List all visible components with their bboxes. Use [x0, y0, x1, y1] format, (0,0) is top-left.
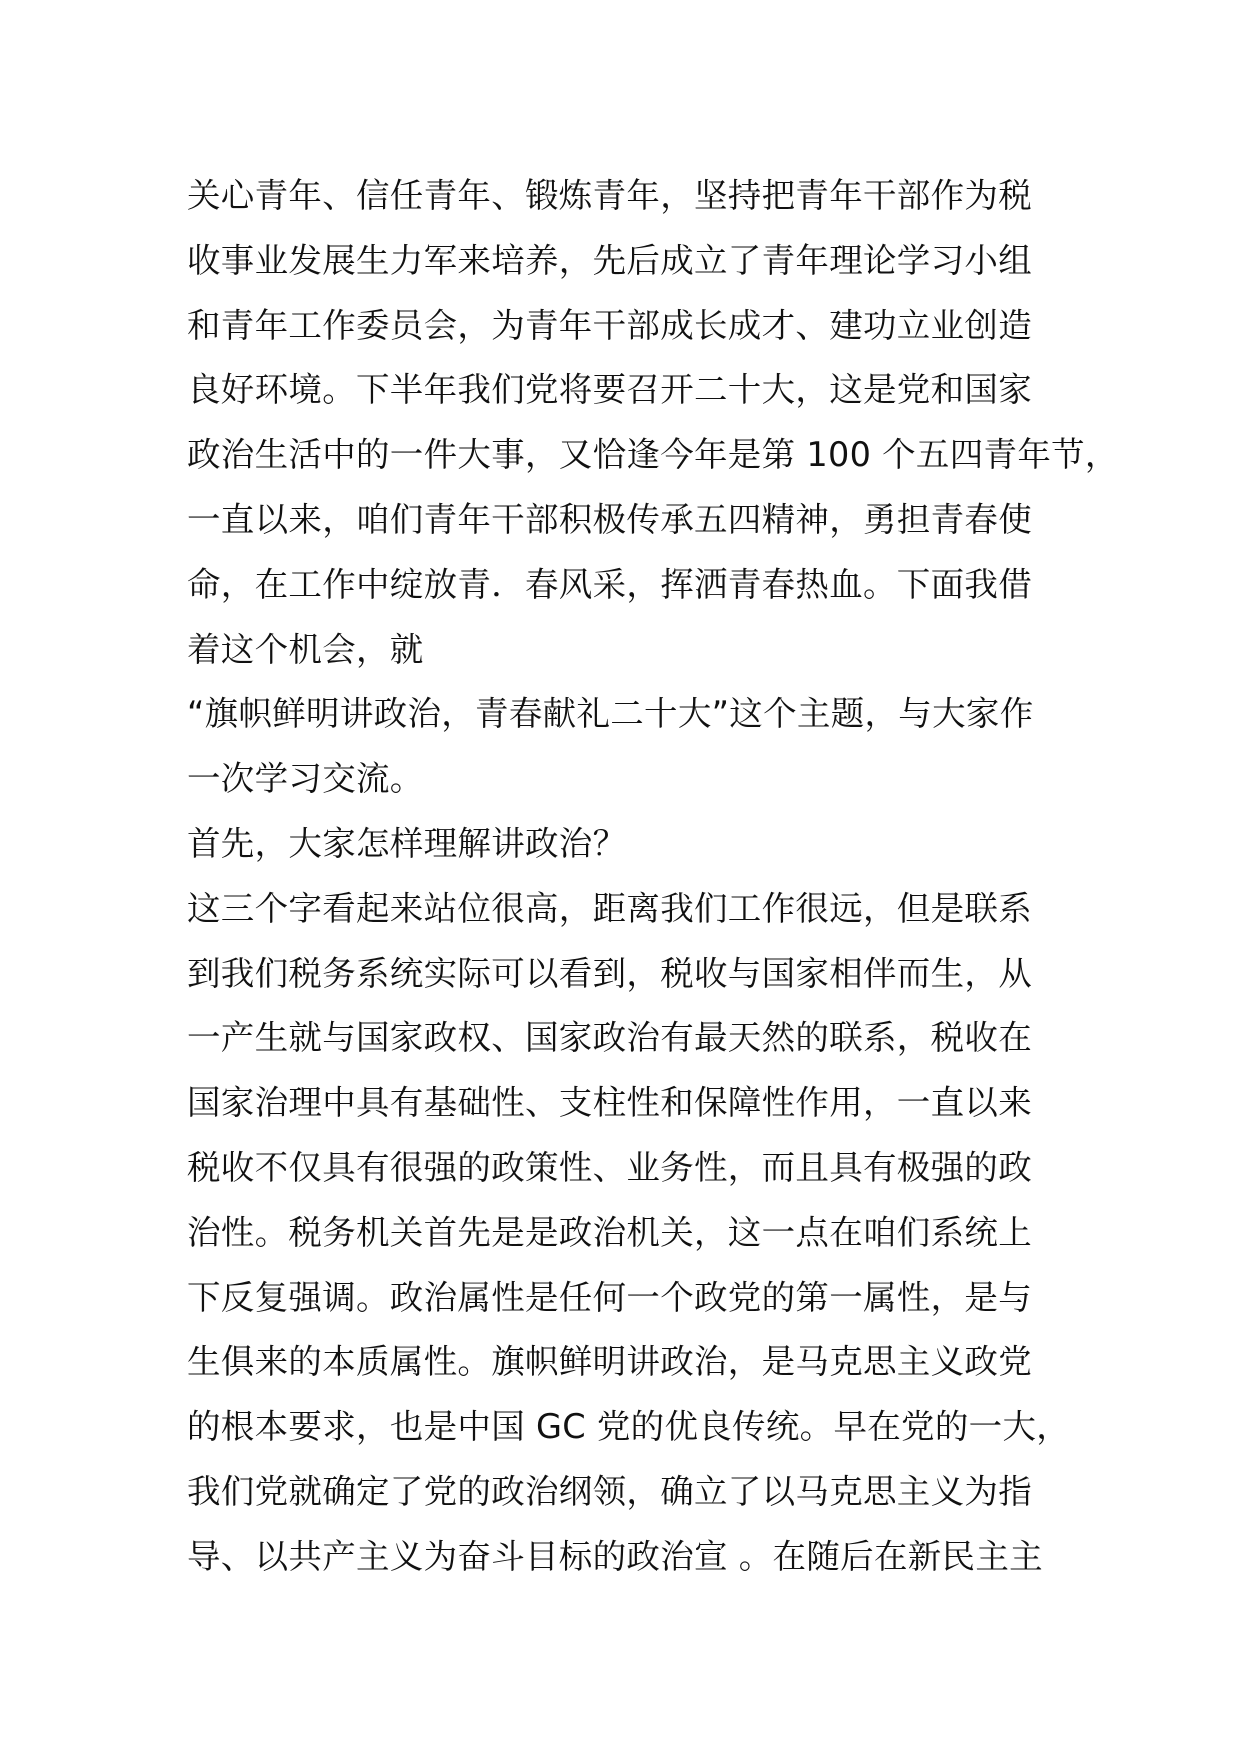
text-line: 政治生活中的一件大事，又恰逢今年是第 100 个五四青年节， — [187, 435, 1119, 475]
text-line: 关心青年、信任青年、锻炼青年，坚持把青年干部作为税 — [187, 176, 1032, 215]
text-line: 一产生就与国家政权、国家政治有最天然的联系，税收在 — [187, 1018, 1032, 1058]
text-line: 我们党就确定了党的政治纲领，确立了以马克思主义为指 — [187, 1471, 1032, 1511]
text-line: “旗帜鲜明讲政治，青春献礼二十大”这个主题，与大家作 — [187, 694, 1034, 734]
text-line: 的根本要求，也是中国 GC 党的优良传统。早在党的一大， — [187, 1407, 1071, 1447]
text-line: 一次学习交流。 — [187, 759, 424, 799]
text-line: 收事业发展生力军来培养，先后成立了青年理论学习小组 — [187, 240, 1032, 280]
text-line: 生俱来的本质属性。旗帜鲜明讲政治，是马克思主义政党 — [187, 1342, 1032, 1382]
text-line: 首先，大家怎样理解讲政治？ — [187, 823, 627, 863]
text-line: 这三个字看起来站位很高，距离我们工作很远，但是联系 — [187, 888, 1032, 928]
text-line: 着这个机会，就 — [187, 629, 424, 669]
text-line: 和青年工作委员会，为青年干部成长成才、建功立业创造 — [187, 305, 1032, 345]
text-line: 良好环境。下半年我们党将要召开二十大，这是党和国家 — [187, 370, 1032, 410]
text-line: 治性。税务机关首先是是政治机关，这一点在咱们系统上 — [187, 1212, 1032, 1252]
text-line: 命，在工作中绽放青．春风采，挥洒青春热血。下面我借 — [187, 564, 1032, 604]
text-line: 导、以共产主义为奋斗目标的政治宣 。在随后在新民主主 — [187, 1536, 1043, 1576]
text-line: 下反复强调。政治属性是任何一个政党的第一属性，是与 — [187, 1277, 1032, 1317]
text-line: 税收不仅具有很强的政策性、业务性，而且具有极强的政 — [187, 1147, 1032, 1187]
text-line: 国家治理中具有基础性、支柱性和保障性作用，一直以来 — [187, 1083, 1032, 1123]
body-text — [187, 164, 1119, 1590]
text-line: 一直以来，咱们青年干部积极传承五四精神，勇担青春使 — [187, 499, 1032, 539]
text-line: 到我们税务系统实际可以看到，税收与国家相伴而生，从 — [187, 953, 1032, 993]
